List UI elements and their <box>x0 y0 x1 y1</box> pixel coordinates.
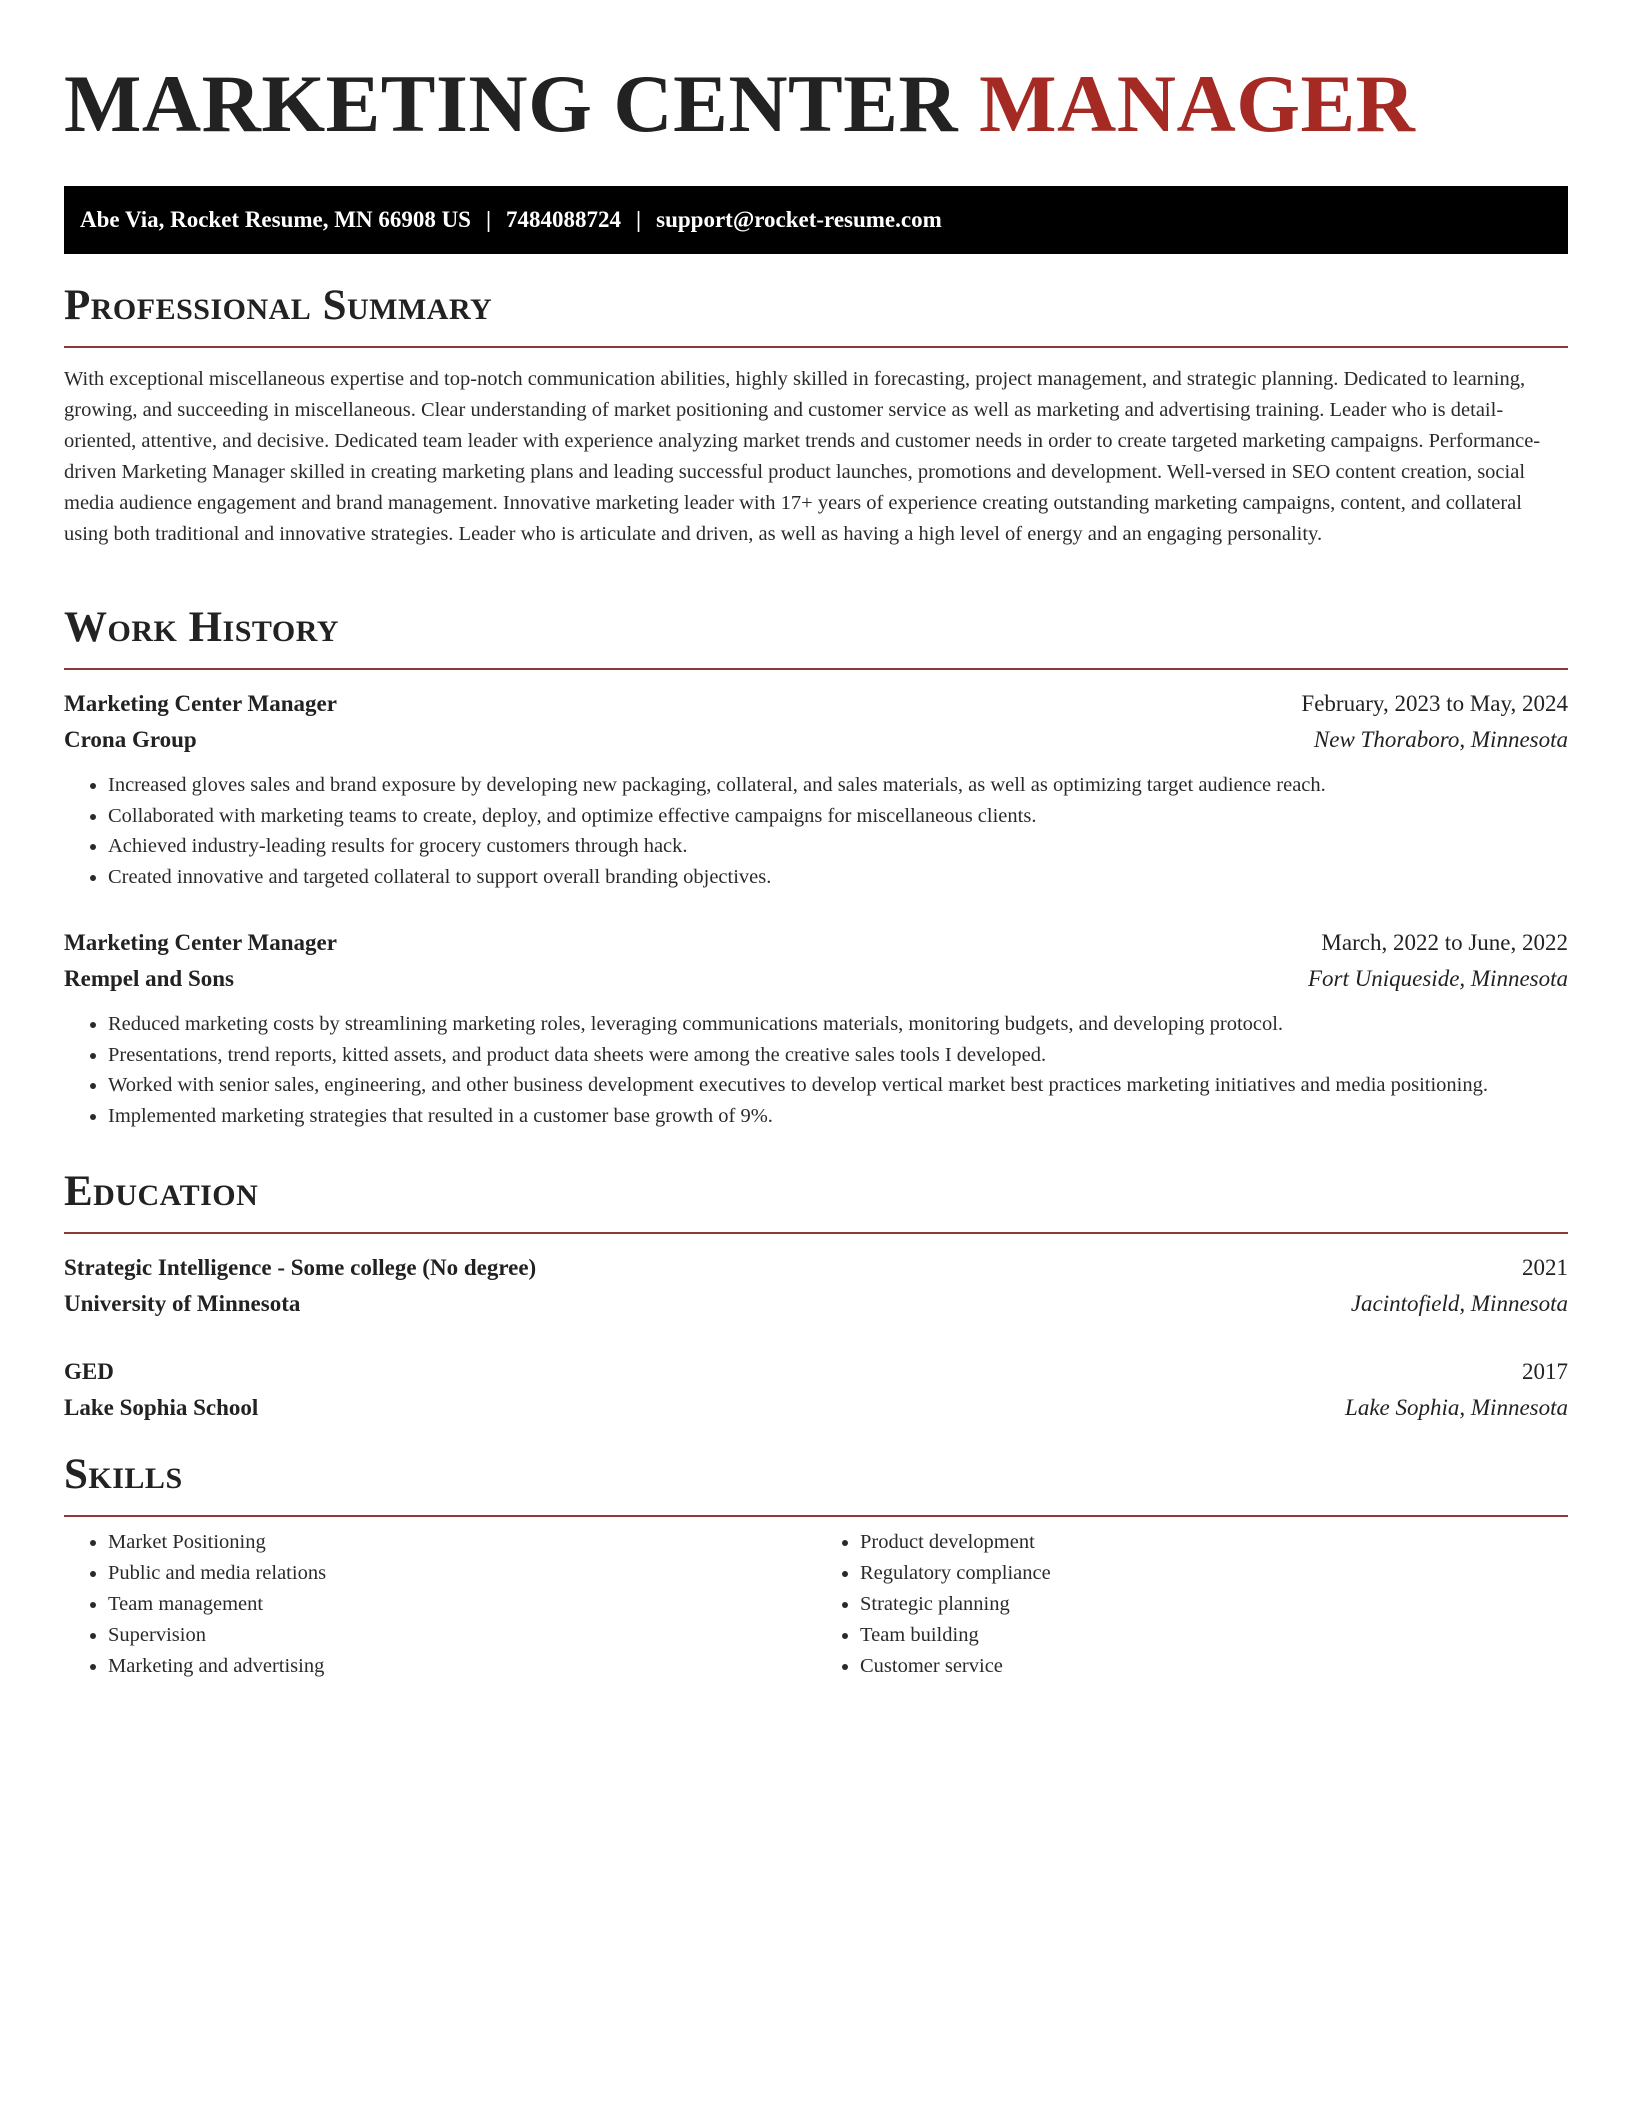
section-divider <box>64 346 1568 348</box>
skill-item: • Strategic planning <box>860 1589 1568 1620</box>
job-location: New Thoraboro, Minnesota <box>1313 727 1568 752</box>
job-company: Crona Group <box>64 727 197 752</box>
skill-item: • Marketing and advertising <box>108 1651 816 1682</box>
job-bullet: • Reduced marketing costs by streamlining marketing roles, leveraging communications materials, monitoring budgets, and developing protocol. <box>108 1009 1568 1040</box>
education-entry <box>64 1250 1568 1322</box>
summary-text: With exceptional miscellaneous expertise and top-notch communication abilities, highly skilled in forecasting, project management, and strategic planning. Dedicated to learning, growing, and succeeding in miscellaneous. Clear understanding of market positioning and customer service as well as marketing and advertising training. Leader who is detail-oriented, attentive, and decisive. Dedicated team leader with experience analyzing market trends and customer needs in order to create targeted marketing campaigns. Performance-driven Marketing Manager skilled in creating marketing plans and leading successful product launches, promotions and development. Well-versed in SEO content creation, social media audience engagement and brand management. Innovative marketing leader with 17+ years of experience creating outstanding marketing campaigns, content, and collateral using both traditional and innovative strategies. Leader who is articulate and driven, as well as having a high level of energy and an engaging personality. <box>64 368 1541 545</box>
title-part-accent: MANAGER <box>979 58 1416 149</box>
job-bullet: • Collaborated with marketing teams to create, deploy, and optimize effective campaigns for miscellaneous clients. <box>108 801 1568 832</box>
job-dates: February, 2023 to May, 2024 <box>1301 691 1568 716</box>
skill-item: • Team management <box>108 1589 816 1620</box>
section-heading-education: Education <box>64 1168 259 1215</box>
education-entry <box>64 1354 1568 1426</box>
contact-email: support@rocket-resume.com <box>656 207 942 232</box>
education-school: Lake Sophia School <box>64 1395 259 1420</box>
section-divider <box>64 1232 1568 1234</box>
education-location: Lake Sophia, Minnesota <box>1345 1395 1568 1420</box>
contact-separator: | <box>485 207 492 232</box>
education-school: University of Minnesota <box>64 1291 301 1316</box>
contact-separator: | <box>636 207 642 232</box>
section-divider <box>64 1515 1568 1517</box>
summary-section <box>64 280 1568 550</box>
resume-title <box>64 0 1568 154</box>
skills-section <box>64 1449 1568 1682</box>
job-bullet: • Worked with senior sales, engineering, and other business development executives to develop vertical market best practices marketing initiatives and media positioning. <box>108 1070 1568 1101</box>
job-location: Fort Uniqueside, Minnesota <box>1308 966 1568 991</box>
skill-item: • Public and media relations <box>108 1558 816 1589</box>
section-heading-skills: Skills <box>64 1451 183 1498</box>
section-divider <box>64 668 1568 670</box>
contact-bar <box>64 186 1568 254</box>
job-bullet: • Increased gloves sales and brand exposure by developing new packaging, collateral, and sales materials, as well as optimizing target audience reach. <box>108 770 1568 801</box>
education-year: 2017 <box>1522 1359 1568 1384</box>
job-bullets <box>64 1009 1568 1131</box>
contact-address: Abe Via, Rocket Resume, MN 66908 US <box>80 207 471 232</box>
skills-list-right <box>816 1527 1568 1682</box>
job-bullets <box>64 770 1568 892</box>
skill-item: • Market Positioning <box>108 1527 816 1558</box>
skill-item: • Regulatory compliance <box>860 1558 1568 1589</box>
section-heading-work-history: Work History <box>64 604 339 651</box>
job-entry <box>64 925 1568 1131</box>
skill-item: • Product development <box>860 1527 1568 1558</box>
contact-phone: 7484088724 <box>506 207 622 232</box>
job-title: Marketing Center Manager <box>64 691 337 716</box>
job-dates: March, 2022 to June, 2022 <box>1321 930 1568 955</box>
skill-item: • Customer service <box>860 1651 1568 1682</box>
education-section <box>64 1166 1568 1426</box>
education-degree: GED <box>64 1359 114 1384</box>
job-bullet: • Presentations, trend reports, kitted assets, and product data sheets were among the creative sales tools I developed. <box>108 1040 1568 1071</box>
education-degree: Strategic Intelligence - Some college (No degree) <box>64 1255 537 1280</box>
skill-item: • Supervision <box>108 1620 816 1651</box>
job-bullet: • Created innovative and targeted collateral to support overall branding objectives. <box>108 862 1568 893</box>
job-bullet: • Achieved industry-leading results for grocery customers through hack. <box>108 831 1568 862</box>
skill-item: • Team building <box>860 1620 1568 1651</box>
title-part-primary: MARKETING CENTER <box>64 58 959 149</box>
job-company: Rempel and Sons <box>64 966 234 991</box>
education-year: 2021 <box>1522 1255 1568 1280</box>
work-history-section <box>64 602 1568 1131</box>
job-bullet: • Implemented marketing strategies that resulted in a customer base growth of 9%. <box>108 1101 1568 1132</box>
job-title: Marketing Center Manager <box>64 930 337 955</box>
skills-columns <box>64 1527 1568 1682</box>
section-heading-summary: Professional Summary <box>64 282 493 329</box>
skills-list-left <box>64 1527 816 1682</box>
job-entry <box>64 686 1568 892</box>
education-location: Jacintofield, Minnesota <box>1350 1291 1568 1316</box>
